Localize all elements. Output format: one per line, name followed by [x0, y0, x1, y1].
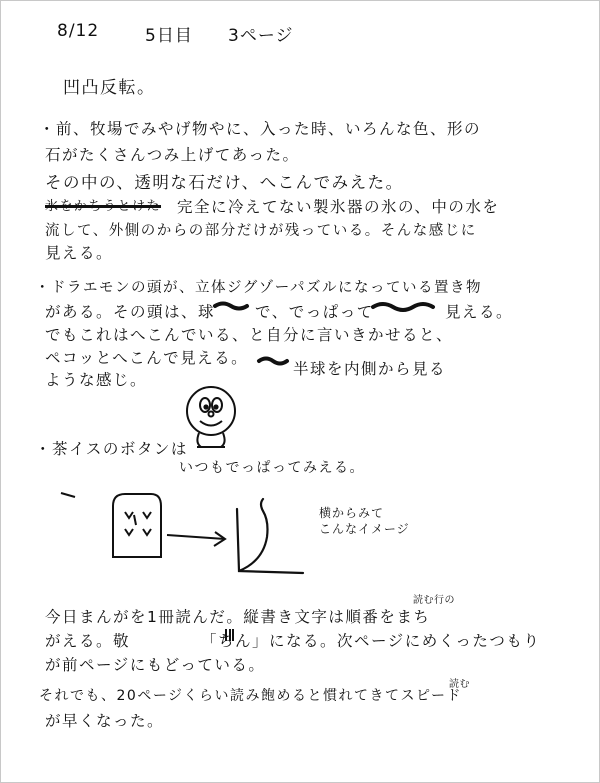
hand-drawings: [1, 1, 599, 782]
section2-line3: でもこれはへこんでいる、と自分に言いきかせると、: [45, 326, 454, 344]
section1-line2: 石がたくさんつみ上げてあった。: [45, 146, 300, 164]
sketch-note-line1: 横からみて: [319, 506, 385, 520]
side-view-sketch: [237, 499, 303, 573]
section4-annotation: 読む行の: [413, 595, 455, 606]
section4-line2: がえる。敬: [45, 632, 131, 650]
section4-line1: 今日まんがを1冊読んだ。縦書き文字は順番をまち: [45, 608, 431, 626]
chair-button-sketch: [113, 494, 161, 557]
section1-line6: 見える。: [45, 244, 114, 262]
section1-struck-text: 氷をかちうとけた: [45, 199, 162, 214]
page-count-label: 3ページ: [228, 26, 294, 46]
section2-line2c: 見える。: [445, 303, 514, 321]
section4-annotation2: 読む: [449, 679, 470, 690]
arrow-icon: [167, 532, 225, 546]
doraemon-head-sketch: [187, 387, 235, 447]
section1-line3: その中の、透明な石だけ、へこんでみえた。: [45, 173, 404, 192]
date-label: 8/12: [57, 21, 100, 41]
section3-line1b: いつもでっぱってみえる。: [179, 460, 365, 476]
section2-line1: ・ドラエモンの頭が、立体ジグゾーパズルになっている置き物: [35, 280, 482, 296]
section4-line2b: 「ちん」になる。次ページにめくったつもり: [201, 632, 541, 650]
entry-title: 凹凸反転。: [63, 78, 156, 98]
sketch-note-line2: こんなイメージ: [319, 522, 410, 536]
day-label: 5日目: [145, 26, 193, 46]
section2-line2a: がある。その頭は、球: [45, 303, 216, 321]
section3-line1a: ・茶イスのボタンは: [35, 440, 188, 458]
section1-line1: ・前、牧場でみやげ物やに、入った時、いろんな色、形の: [39, 120, 482, 138]
section2-line2b: で、でっぱって: [255, 303, 374, 321]
section1-line4: 完全に冷えてない製氷器の氷の、中の水を: [177, 198, 500, 216]
section2-line5a: ような感じ。: [45, 371, 148, 389]
section2-line4: ペコッとへこんで見える。: [45, 349, 249, 367]
section2-line5b: 半球を内側から見る: [293, 360, 447, 378]
section1-line5: 流して、外側のからの部分だけが残っている。そんな感じに: [45, 223, 477, 239]
section4-line5: が早くなった。: [45, 712, 165, 730]
tick-mark: [61, 493, 75, 497]
section4-line4: それでも、20ページくらい読み飽めると慣れてきてスピード: [39, 688, 462, 704]
scribble-marks: [215, 304, 433, 642]
section4-line3: が前ページにもどっている。: [45, 656, 266, 674]
